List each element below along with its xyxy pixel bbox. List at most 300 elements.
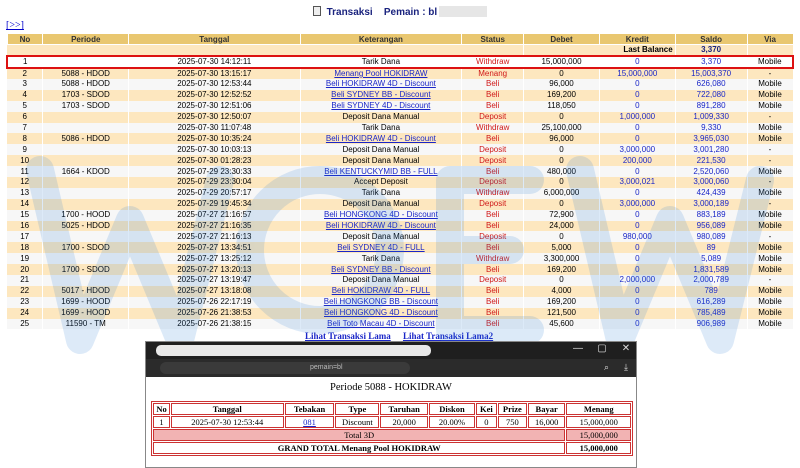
row-keterangan[interactable]: Beli SYDNEY BB - Discount: [331, 90, 431, 100]
table-row: [7, 210, 793, 221]
table-row: [7, 253, 793, 264]
row-saldo: 891,280: [696, 101, 726, 111]
row-kredit: 0: [635, 57, 640, 66]
table-row: [7, 286, 793, 297]
row-tanggal: 2025-07-30 01:28:23: [177, 155, 252, 165]
close-icon[interactable]: ✕: [621, 343, 631, 354]
row-tanggal: 2025-07-27 13:20:13: [177, 264, 252, 274]
detail-column-header: Type: [335, 403, 379, 415]
player-label: Pemain : bl: [383, 7, 438, 18]
grand-total-row: [153, 442, 631, 454]
row-keterangan[interactable]: Beli SYDNEY BB - Discount: [331, 264, 431, 274]
table-row: [7, 123, 793, 134]
row-kredit: 200,000: [622, 155, 652, 165]
row-keterangan: Tarik Dana: [361, 123, 401, 132]
column-header: Tanggal: [129, 34, 300, 45]
row-debet: 0: [559, 275, 564, 285]
row-status: Deposit: [479, 275, 507, 285]
row-debet: 0: [559, 231, 564, 241]
row-no: 9: [22, 144, 27, 154]
row-saldo: 789: [704, 286, 718, 296]
row-saldo: 3,370: [701, 57, 722, 66]
row-no: 6: [22, 112, 27, 122]
detail-no: 1: [153, 416, 170, 428]
row-keterangan: Tarik Dana: [361, 188, 401, 198]
row-periode: 1700 - SDOD: [61, 264, 110, 274]
row-keterangan[interactable]: Beli HOKIDRAW 4D - Discount: [325, 79, 436, 89]
row-tanggal: 2025-07-29 20:57:17: [177, 188, 252, 198]
row-debet: 0: [559, 199, 564, 209]
row-kredit: 0: [635, 221, 640, 231]
row-no: 3: [22, 79, 27, 89]
row-periode: 1703 - SDOD: [61, 90, 110, 100]
row-periode: 5017 - HDOD: [61, 286, 110, 296]
row-saldo: 1,009,330: [693, 112, 729, 122]
row-status: Beli: [486, 79, 500, 89]
row-tanggal: 2025-07-29 19:45:34: [177, 199, 252, 209]
detail-tanggal: 2025-07-30 12:53:44: [171, 416, 283, 428]
grand-total-label: GRAND TOTAL Menang Pool HOKIDRAW: [153, 442, 565, 454]
row-saldo: 15,003,370: [691, 69, 732, 78]
row-via: Mobile: [758, 166, 782, 176]
row-no: 22: [20, 286, 30, 296]
detail-kei: 0: [476, 416, 497, 428]
row-periode: 5025 - HDOD: [61, 221, 110, 231]
row-no: 21: [20, 275, 30, 285]
table-row: [7, 231, 793, 242]
row-no: 14: [20, 199, 30, 209]
detail-tebakan-link[interactable]: 081: [303, 417, 316, 427]
detail-column-header: Prize: [498, 403, 527, 415]
row-saldo: 3,965,030: [693, 133, 729, 143]
row-no: 4: [22, 90, 27, 100]
row-keterangan: Deposit Dana Manual: [342, 199, 420, 209]
column-header: Keterangan: [300, 34, 462, 45]
row-via: -: [768, 199, 772, 209]
row-saldo: 980,089: [696, 231, 726, 241]
row-periode: 1699 - HOOD: [61, 297, 111, 307]
row-status: Beli: [486, 133, 500, 143]
row-keterangan[interactable]: Menang Pool HOKIDRAW: [334, 69, 428, 78]
row-via: Mobile: [758, 253, 782, 263]
row-no: 18: [20, 242, 30, 252]
row-keterangan[interactable]: Beli SYDNEY 4D - Discount: [331, 101, 431, 111]
row-via: Mobile: [758, 308, 782, 318]
row-keterangan: Tarik Dana: [361, 253, 401, 263]
bet-detail-table: [151, 401, 633, 456]
row-no: 10: [20, 155, 30, 165]
row-status: Beli: [486, 90, 500, 100]
row-status: Beli: [486, 297, 500, 307]
row-status: Deposit: [479, 177, 507, 187]
row-tanggal: 2025-07-27 13:34:51: [177, 242, 252, 252]
row-debet: 169,200: [547, 297, 576, 307]
row-via: -: [768, 155, 772, 165]
row-debet: 480,000: [547, 166, 576, 176]
row-keterangan[interactable]: Beli SYDNEY 4D - FULL: [337, 242, 425, 252]
row-debet: 24,000: [549, 221, 574, 231]
next-page-link[interactable]: [>>]: [6, 20, 24, 31]
table-row: [7, 297, 793, 308]
row-kredit: 0: [635, 264, 640, 274]
row-kredit: 0: [635, 101, 640, 111]
row-saldo: 9,330: [701, 123, 722, 132]
last-balance-label: Last Balance: [524, 45, 676, 57]
row-status: Beli: [486, 242, 500, 252]
address-input[interactable]: pemain=bl: [160, 362, 410, 374]
column-header: No: [7, 34, 43, 45]
row-kredit: 1,000,000: [619, 112, 656, 122]
row-debet: 96,000: [549, 79, 574, 89]
detail-column-header: Diskon: [429, 403, 475, 415]
row-kredit: 0: [635, 188, 640, 198]
row-tanggal: 2025-07-27 21:16:13: [177, 231, 252, 241]
detail-column-header: No: [153, 403, 170, 415]
row-periode: 5088 - HDOD: [61, 69, 110, 78]
row-debet: 5,000: [551, 242, 572, 252]
row-kredit: 2,000,000: [619, 275, 656, 285]
row-via: Mobile: [758, 90, 782, 100]
row-no: 12: [20, 177, 30, 187]
detail-column-header: Menang: [566, 403, 631, 415]
table-row: [7, 155, 793, 166]
column-header: Kredit: [599, 34, 675, 45]
detail-taruhan: 20,000: [380, 416, 428, 428]
row-tanggal: 2025-07-26 22:17:19: [177, 297, 252, 307]
page-title: Transaksi: [326, 7, 373, 18]
table-row: [7, 275, 793, 286]
row-saldo: 626,080: [696, 79, 726, 89]
row-keterangan[interactable]: Beli HOKIDRAW 4D - Discount: [325, 133, 436, 143]
row-status: Deposit: [479, 112, 507, 122]
row-no: 8: [22, 133, 27, 143]
row-debet: 96,000: [549, 133, 574, 143]
detail-column-header: Tebakan: [285, 403, 335, 415]
detail-column-header: Tanggal: [171, 403, 283, 415]
row-kredit: 0: [635, 79, 640, 89]
row-debet: 25,100,000: [541, 123, 582, 132]
row-debet: 118,050: [547, 101, 576, 111]
row-status: Deposit: [479, 144, 507, 154]
row-kredit: 0: [635, 166, 640, 176]
row-via: Mobile: [758, 79, 782, 89]
row-keterangan[interactable]: Beli HOKIDRAW 4D - FULL: [331, 286, 431, 296]
row-keterangan[interactable]: Beli HONGKONG BB - Discount: [323, 297, 439, 307]
row-no: 11: [20, 166, 29, 176]
column-header: Status: [462, 34, 524, 45]
row-debet: 169,200: [547, 264, 576, 274]
row-saldo: 3,001,280: [693, 144, 729, 154]
row-status: Beli: [486, 286, 500, 296]
row-saldo: 906,989: [696, 319, 726, 329]
row-status: Deposit: [479, 199, 507, 209]
popup-titlebar: [146, 342, 636, 359]
row-no: 23: [20, 297, 30, 307]
row-kredit: 0: [635, 286, 640, 296]
row-saldo: 424,439: [696, 188, 726, 198]
row-periode: 5086 - HDOD: [61, 133, 110, 143]
column-header: Saldo: [675, 34, 747, 45]
row-keterangan: Accept Deposit: [354, 177, 408, 187]
column-header: Debet: [524, 34, 600, 45]
row-status: Beli: [486, 308, 500, 318]
row-via: Mobile: [758, 221, 782, 231]
row-status: Withdraw: [476, 188, 510, 198]
detail-bayar: 16,000: [528, 416, 565, 428]
old-transactions2-link[interactable]: Lihat Transaksi Lama2: [402, 331, 494, 341]
row-status: Beli: [486, 221, 500, 231]
row-tanggal: 2025-07-27 13:18:08: [177, 286, 252, 296]
download-icon[interactable]: ⤓: [624, 362, 628, 372]
document-icon: [313, 6, 321, 16]
row-saldo: 3,000,060: [693, 177, 729, 187]
row-debet: 0: [559, 69, 564, 78]
row-kredit: 0: [635, 297, 640, 307]
popup-title: Periode 5088 - HOKIDRAW: [330, 382, 452, 393]
row-status: Withdraw: [476, 57, 510, 66]
subtotal-row: [153, 429, 631, 441]
row-via: Mobile: [758, 297, 782, 307]
row-status: Beli: [486, 101, 500, 111]
old-transaction-links: [305, 331, 503, 341]
table-row: [7, 56, 793, 68]
table-header: [7, 34, 793, 45]
table-row: [7, 90, 793, 101]
row-keterangan[interactable]: Beli HONGKONG 4D - Discount: [324, 308, 438, 318]
row-no: 19: [20, 253, 30, 263]
row-kredit: 0: [635, 308, 640, 318]
row-via: Mobile: [758, 188, 782, 198]
row-keterangan: Deposit Dana Manual: [342, 112, 420, 122]
row-no: 7: [22, 123, 27, 132]
row-via: -: [768, 231, 772, 241]
row-tanggal: 2025-07-30 14:12:11: [177, 57, 252, 66]
row-kredit: 0: [635, 90, 640, 100]
row-no: 15: [20, 210, 30, 220]
row-via: -: [768, 69, 772, 78]
row-keterangan[interactable]: Beli KENTUCKYMID BB - FULL: [324, 166, 438, 176]
row-no: 25: [20, 319, 30, 329]
row-debet: 72,900: [549, 210, 574, 220]
table-row: [7, 144, 793, 155]
last-balance-row: [7, 45, 793, 57]
row-debet: 4,000: [551, 286, 572, 296]
row-periode: 1664 - KDOD: [61, 166, 110, 176]
row-debet: 6,000,000: [543, 188, 580, 198]
popup-title-field: [156, 345, 431, 356]
row-no: 1: [22, 57, 28, 66]
row-tanggal: 2025-07-29 23:30:04: [177, 177, 252, 187]
zoom-icon[interactable]: ⌕: [604, 362, 610, 372]
row-status: Withdraw: [476, 253, 510, 263]
popup-address-bar: [146, 359, 636, 377]
row-kredit: 0: [635, 210, 640, 220]
last-balance-value: 3,370: [675, 45, 747, 57]
row-saldo: 722,080: [696, 90, 726, 100]
row-via: Mobile: [758, 123, 782, 132]
table-row: [7, 133, 793, 144]
row-tanggal: 2025-07-27 21:16:35: [177, 221, 252, 231]
row-via: Mobile: [758, 242, 782, 252]
row-no: 13: [20, 188, 30, 198]
row-tanggal: 2025-07-30 12:50:07: [177, 112, 252, 122]
row-saldo: 2,000,789: [693, 275, 729, 285]
row-status: Beli: [486, 319, 500, 329]
table-row: [7, 264, 793, 275]
table-row: [7, 319, 793, 330]
row-via: Mobile: [758, 319, 782, 329]
row-keterangan: Deposit Dana Manual: [342, 144, 420, 154]
row-saldo: 3,000,189: [693, 199, 729, 209]
row-tanggal: 2025-07-26 21:38:15: [177, 319, 252, 329]
row-kredit: 0: [635, 319, 640, 329]
row-saldo: 221,530: [696, 155, 726, 165]
row-periode: 1700 - HOOD: [61, 210, 111, 220]
row-saldo: 956,089: [696, 221, 726, 231]
column-header: Via: [747, 34, 793, 45]
row-debet: 3,300,000: [543, 253, 580, 263]
table-row: [7, 101, 793, 112]
row-saldo: 883,189: [696, 210, 726, 220]
row-via: -: [768, 275, 772, 285]
row-debet: 0: [559, 112, 564, 122]
row-tanggal: 2025-07-27 13:19:47: [177, 275, 252, 285]
row-keterangan: Deposit Dana Manual: [342, 155, 420, 165]
maximize-icon[interactable]: ▢: [597, 343, 607, 354]
table-row: [7, 308, 793, 319]
row-periode: 1700 - SDOD: [61, 242, 110, 252]
subtotal-value: 15,000,000: [566, 429, 631, 441]
row-saldo: 5,089: [701, 253, 722, 263]
table-row: [7, 221, 793, 232]
detail-prize: 750: [498, 416, 527, 428]
detail-row: [153, 416, 631, 428]
row-debet: 0: [559, 177, 564, 187]
row-via: -: [768, 144, 772, 154]
row-debet: 45,600: [549, 319, 574, 329]
subtotal-label: Total 3D: [153, 429, 565, 441]
row-status: Deposit: [479, 155, 507, 165]
row-no: 24: [20, 308, 30, 318]
row-keterangan[interactable]: Beli HONGKONG 4D - Discount: [324, 210, 438, 220]
redacted-block: [439, 6, 487, 17]
grand-total-value: 15,000,000: [566, 442, 631, 454]
table-row: [7, 112, 793, 123]
row-saldo: 785,489: [696, 308, 726, 318]
detail-table-header: [153, 403, 631, 415]
row-keterangan: Deposit Dana Manual: [342, 231, 420, 241]
row-tanggal: 2025-07-30 10:03:13: [177, 144, 252, 154]
row-keterangan[interactable]: Beli HOKIDRAW 4D - Discount: [325, 221, 436, 231]
row-via: Mobile: [758, 264, 782, 274]
row-periode: 5088 - HDOD: [61, 79, 110, 89]
row-kredit: 0: [635, 242, 640, 252]
column-header: Periode: [43, 34, 129, 45]
row-periode: 1703 - SDOD: [61, 101, 110, 111]
row-keterangan: Deposit Dana Manual: [342, 275, 420, 285]
row-kredit: 3,000,000: [619, 144, 656, 154]
row-via: Mobile: [758, 101, 782, 111]
table-row: [7, 199, 793, 210]
row-tanggal: 2025-07-30 13:15:17: [177, 69, 252, 78]
row-debet: 0: [559, 144, 564, 154]
row-kredit: 0: [635, 253, 640, 263]
page-header: [0, 6, 800, 18]
row-no: 17: [20, 231, 30, 241]
row-debet: 121,500: [547, 308, 576, 318]
row-saldo: 1,831,589: [693, 264, 729, 274]
detail-diskon: 20.00%: [429, 416, 475, 428]
row-kredit: 0: [635, 133, 640, 143]
row-via: Mobile: [757, 57, 782, 66]
minimize-icon[interactable]: —: [573, 343, 583, 354]
popup-content: [146, 377, 636, 467]
transaction-table: [6, 33, 794, 329]
row-via: Mobile: [758, 286, 782, 296]
row-saldo: 89: [706, 242, 716, 252]
row-saldo: 2,520,060: [693, 166, 729, 176]
table-row: [7, 177, 793, 188]
row-no: 16: [20, 221, 30, 231]
row-status: Deposit: [479, 231, 507, 241]
row-status: Beli: [486, 264, 500, 274]
row-tanggal: 2025-07-30 12:51:06: [177, 101, 252, 111]
row-keterangan[interactable]: Beli Toto Macau 4D - Discount: [327, 319, 435, 329]
row-via: -: [768, 177, 772, 187]
old-transactions-link[interactable]: Lihat Transaksi Lama: [305, 331, 391, 341]
row-debet: 169,200: [547, 90, 576, 100]
row-status: Menang: [478, 69, 508, 78]
row-tanggal: 2025-07-30 12:52:52: [177, 90, 252, 100]
row-via: -: [768, 112, 772, 122]
row-no: 20: [20, 264, 30, 274]
row-status: Beli: [486, 210, 500, 220]
row-tanggal: 2025-07-26 21:38:53: [177, 308, 252, 318]
row-kredit: 3,000,000: [619, 199, 656, 209]
row-debet: 0: [559, 155, 564, 165]
row-tanggal: 2025-07-30 10:35:24: [177, 133, 252, 143]
row-kredit: 3,000,021: [619, 177, 656, 187]
row-status: Withdraw: [476, 123, 510, 132]
row-periode: 11590 - TM: [65, 319, 106, 329]
table-row: [7, 79, 793, 90]
row-no: 5: [22, 101, 27, 111]
table-row: [7, 166, 793, 177]
table-row: [7, 68, 793, 79]
row-tanggal: 2025-07-27 21:16:57: [177, 210, 252, 220]
row-debet: 15,000,000: [541, 57, 582, 66]
row-periode: 1699 - HOOD: [61, 308, 111, 318]
table-row: [7, 242, 793, 253]
row-kredit: 0: [635, 123, 640, 132]
detail-column-header: Bayar: [528, 403, 565, 415]
row-via: Mobile: [758, 133, 782, 143]
table-row: [7, 188, 793, 199]
row-tanggal: 2025-07-30 11:07:48: [177, 123, 252, 132]
row-status: Beli: [486, 166, 500, 176]
detail-type: Discount: [335, 416, 379, 428]
row-saldo: 616,289: [696, 297, 726, 307]
row-kredit: 980,000: [622, 231, 652, 241]
detail-column-header: Kei: [476, 403, 497, 415]
row-tanggal: 2025-07-27 13:25:12: [177, 253, 252, 263]
row-kredit: 15,000,000: [617, 69, 658, 78]
row-keterangan: Tarik Dana: [361, 57, 401, 66]
row-no: 2: [22, 69, 27, 78]
detail-popup-window: [145, 341, 637, 468]
row-tanggal: 2025-07-29 23:30:33: [177, 166, 252, 176]
detail-menang: 15,000,000: [566, 416, 631, 428]
